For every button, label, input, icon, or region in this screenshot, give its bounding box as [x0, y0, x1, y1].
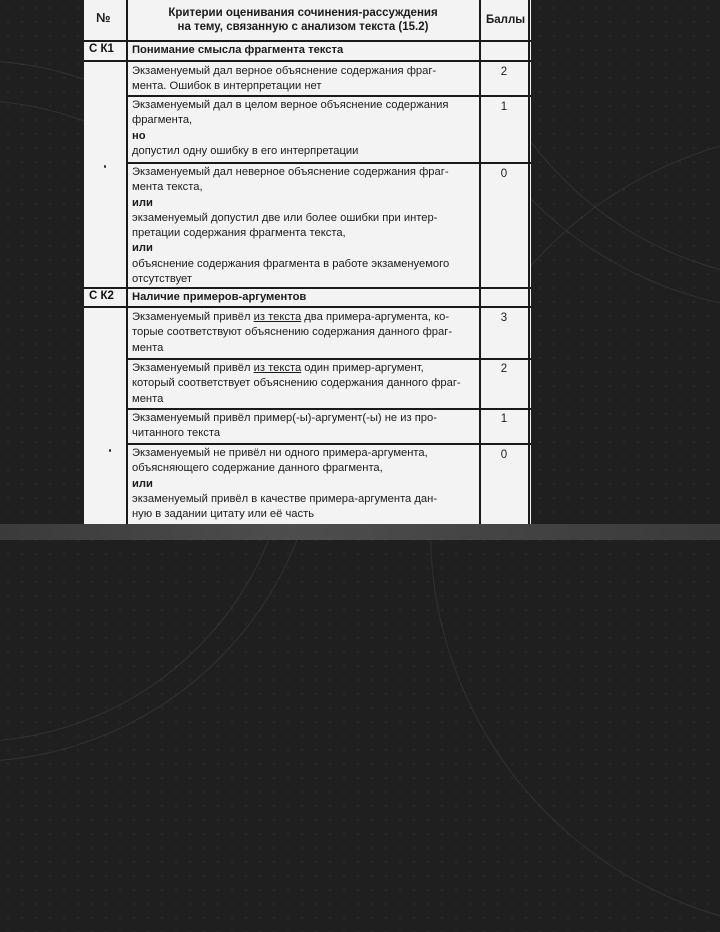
description-line: мента. Ошибок в интерпретации нет	[132, 80, 322, 93]
underlined-text: из текста	[253, 311, 302, 323]
score-value: 1	[500, 101, 508, 113]
text-span: один пример-аргумент,	[301, 362, 424, 374]
criterion-description	[132, 411, 437, 442]
description-line: читанного текста	[132, 427, 221, 440]
header-criteria	[130, 6, 476, 34]
criterion-description	[132, 64, 436, 95]
description-line: мента	[132, 392, 164, 405]
criterion-description	[132, 310, 452, 356]
column-divider	[528, 0, 530, 524]
description-line: Экзаменуемый привёл пример(-ы)-аргумент(-ы) не из про-	[132, 412, 437, 424]
score-value: 2	[500, 363, 508, 375]
description-line: Экзаменуемый дал в целом верное объяснение содержания	[132, 99, 449, 111]
row-divider	[126, 95, 531, 97]
description-line: ную в задании цитату или её часть	[132, 508, 315, 521]
score-value: 0	[500, 449, 508, 461]
text-span: два примера-аргумента, ко-	[301, 311, 450, 323]
score-value: 2	[500, 66, 508, 78]
score-value: 1	[500, 413, 508, 425]
column-divider	[479, 0, 481, 524]
description-line: или	[132, 477, 153, 490]
row-divider	[126, 162, 531, 164]
criterion-description	[132, 98, 448, 159]
header-criteria-line: Критерии оценивания сочинения-рассуждения	[168, 7, 438, 19]
header-number: №	[96, 10, 111, 25]
description-line: Экзаменуемый не привёл ни одного примера-аргумента,	[132, 447, 428, 459]
header-points: Баллы	[486, 14, 526, 26]
score-value: 3	[500, 312, 508, 324]
criterion-description	[132, 446, 437, 522]
criterion-code: С К2	[89, 290, 114, 302]
description-line: допустил одну ошибку в его интерпретации	[132, 144, 359, 157]
criterion-title: Наличие примеров-аргументов	[132, 291, 307, 303]
description-line	[132, 361, 461, 376]
column-divider	[126, 0, 128, 524]
row-divider	[126, 443, 531, 445]
description-line	[132, 310, 452, 325]
description-line: мента	[132, 341, 164, 354]
criterion-description	[132, 165, 449, 287]
scan-speck	[109, 449, 111, 452]
criterion-title: Понимание смысла фрагмента текста	[132, 44, 344, 56]
scan-speck	[104, 165, 106, 168]
row-divider	[126, 408, 531, 410]
row-divider	[84, 306, 531, 308]
header-criteria-line: на тему, связанную с анализом текста (15.2)	[177, 21, 429, 33]
criterion-code: С К1	[89, 43, 114, 55]
description-line: объяснение содержания фрагмента в работе экзаменуемого	[132, 257, 450, 270]
bottom-bar	[0, 524, 720, 540]
description-line: который соответствует объяснению содержания данного фраг-	[132, 377, 461, 390]
scanned-criteria-table	[84, 0, 531, 524]
description-line: или	[132, 242, 153, 255]
description-line: Экзаменуемый дал верное объяснение содержания фраг-	[132, 65, 437, 77]
description-line: или	[132, 196, 153, 209]
underlined-text: из текста	[253, 362, 302, 374]
description-line: отсутствует	[132, 273, 193, 286]
description-line: Экзаменуемый дал неверное объяснение содержания фраг-	[132, 166, 449, 178]
description-line: фрагмента,	[132, 114, 193, 127]
text-span: Экзаменуемый привёл	[132, 362, 254, 374]
description-line: экзаменуемый привёл в качестве примера-аргумента дан-	[132, 492, 438, 505]
description-line: но	[132, 129, 146, 142]
row-divider	[84, 60, 531, 62]
row-divider	[126, 358, 531, 360]
description-line: объясняющего содержание данного фрагмента,	[132, 462, 383, 475]
description-line: претации содержания фрагмента текста,	[132, 227, 346, 240]
criterion-description	[132, 361, 461, 407]
description-line: мента текста,	[132, 181, 203, 194]
score-value: 0	[500, 168, 508, 180]
description-line: экзаменуемый допустил две или более ошибки при интер-	[132, 211, 438, 224]
description-line: торые соответствуют объяснению содержания данного фраг-	[132, 326, 453, 339]
row-divider	[84, 40, 531, 42]
text-span: Экзаменуемый привёл	[132, 311, 254, 323]
